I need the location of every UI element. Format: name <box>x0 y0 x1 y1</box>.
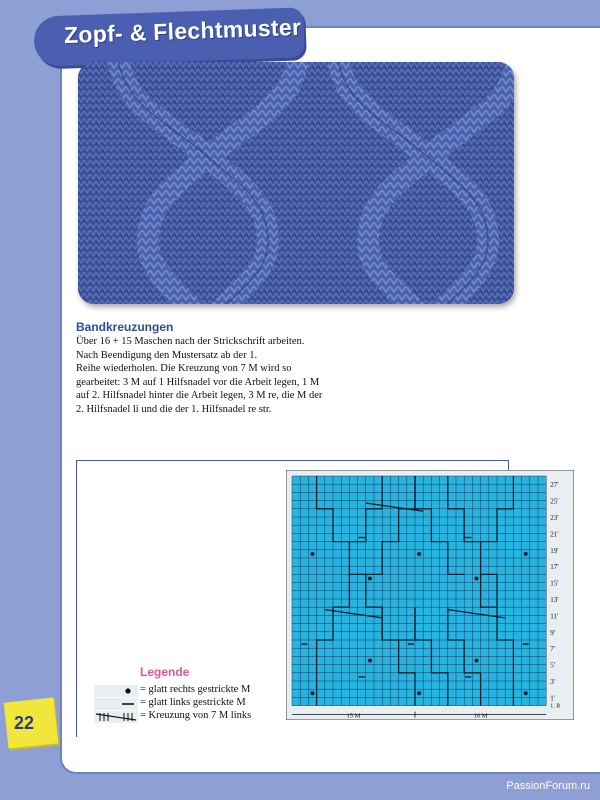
knit-dot <box>417 691 421 695</box>
watermark: PassionForum.ru <box>506 780 590 792</box>
instructions-line: gearbeitet: 3 M auf 1 Hilfsnadel vor die Arbeit legen, 1 M <box>76 376 320 388</box>
instructions-line: auf 2. Hilfsnadel hinter die Arbeit legen, 3 M re, die M der <box>76 390 323 402</box>
legend-purl-label: = glatt links gestrickte M <box>140 697 246 708</box>
knit-dot <box>417 552 421 556</box>
row-label: 17' <box>550 563 559 572</box>
legend-knit-symbol <box>94 685 138 697</box>
legend-cross-symbol <box>94 711 138 723</box>
row-label: 25' <box>550 497 559 506</box>
row-label: 3' <box>550 678 555 686</box>
legend-cross-label: = Kreuzung von 7 M links <box>140 710 252 721</box>
row-label: 9' <box>550 628 555 637</box>
repeat-label: 15 M <box>346 712 361 720</box>
legend-purl-row <box>94 698 284 710</box>
instructions-line: Reihe wiederholen. Die Kreuzung von 7 M wird so <box>76 363 292 375</box>
knit-dot <box>524 552 528 556</box>
knit-dot <box>311 552 315 556</box>
repeat-label: 16 M <box>473 712 488 720</box>
knit-dot <box>475 659 479 663</box>
knit-dot <box>475 577 479 581</box>
instructions-text <box>76 335 326 417</box>
instructions-line: 2. Hilfsnadel li und die der 1. Hilfsnadel re str. <box>76 403 272 415</box>
instructions-line: Über 16 + 15 Maschen nach der Strickschrift arbeiten. <box>76 336 305 347</box>
row-label: 23' <box>550 514 559 522</box>
knit-dot <box>311 691 315 695</box>
dot-icon <box>94 685 138 697</box>
legend-title: Legende <box>140 665 190 679</box>
page-number: 22 <box>14 713 35 733</box>
cable-cross-icon <box>94 711 138 723</box>
knitting-chart <box>286 470 574 720</box>
knitted-pattern-photo <box>78 62 514 304</box>
knit-dot <box>368 577 372 581</box>
row-label: 13' <box>550 596 559 604</box>
legend-purl-symbol <box>94 698 138 710</box>
row-label: 11' <box>550 612 559 621</box>
instructions-line: Nach Beendigung den Mustersatz ab der 1. <box>76 349 258 361</box>
knitting-chart-grid <box>286 470 574 720</box>
row-label: 15' <box>550 579 559 588</box>
knit-dot <box>368 659 372 663</box>
section-title: Bandkreuzungen <box>76 320 174 334</box>
row-label: 27' <box>550 481 559 490</box>
legend-knit-row <box>94 685 284 697</box>
page-title: Zopf- & Flechtmuster <box>63 13 302 49</box>
row-label: 7' <box>550 645 555 654</box>
row-label: 21' <box>550 530 559 539</box>
knit-dot <box>524 691 528 695</box>
row-label: 1' <box>550 694 555 703</box>
row-start-label: 1. R <box>550 703 561 710</box>
legend-cross-row <box>94 711 284 723</box>
row-label: 5' <box>550 661 555 670</box>
dash-icon <box>94 698 138 710</box>
legend-knit-label: = glatt rechts gestrickte M <box>140 684 251 695</box>
knit-texture-icon <box>78 62 514 304</box>
row-label: 19' <box>550 546 559 555</box>
